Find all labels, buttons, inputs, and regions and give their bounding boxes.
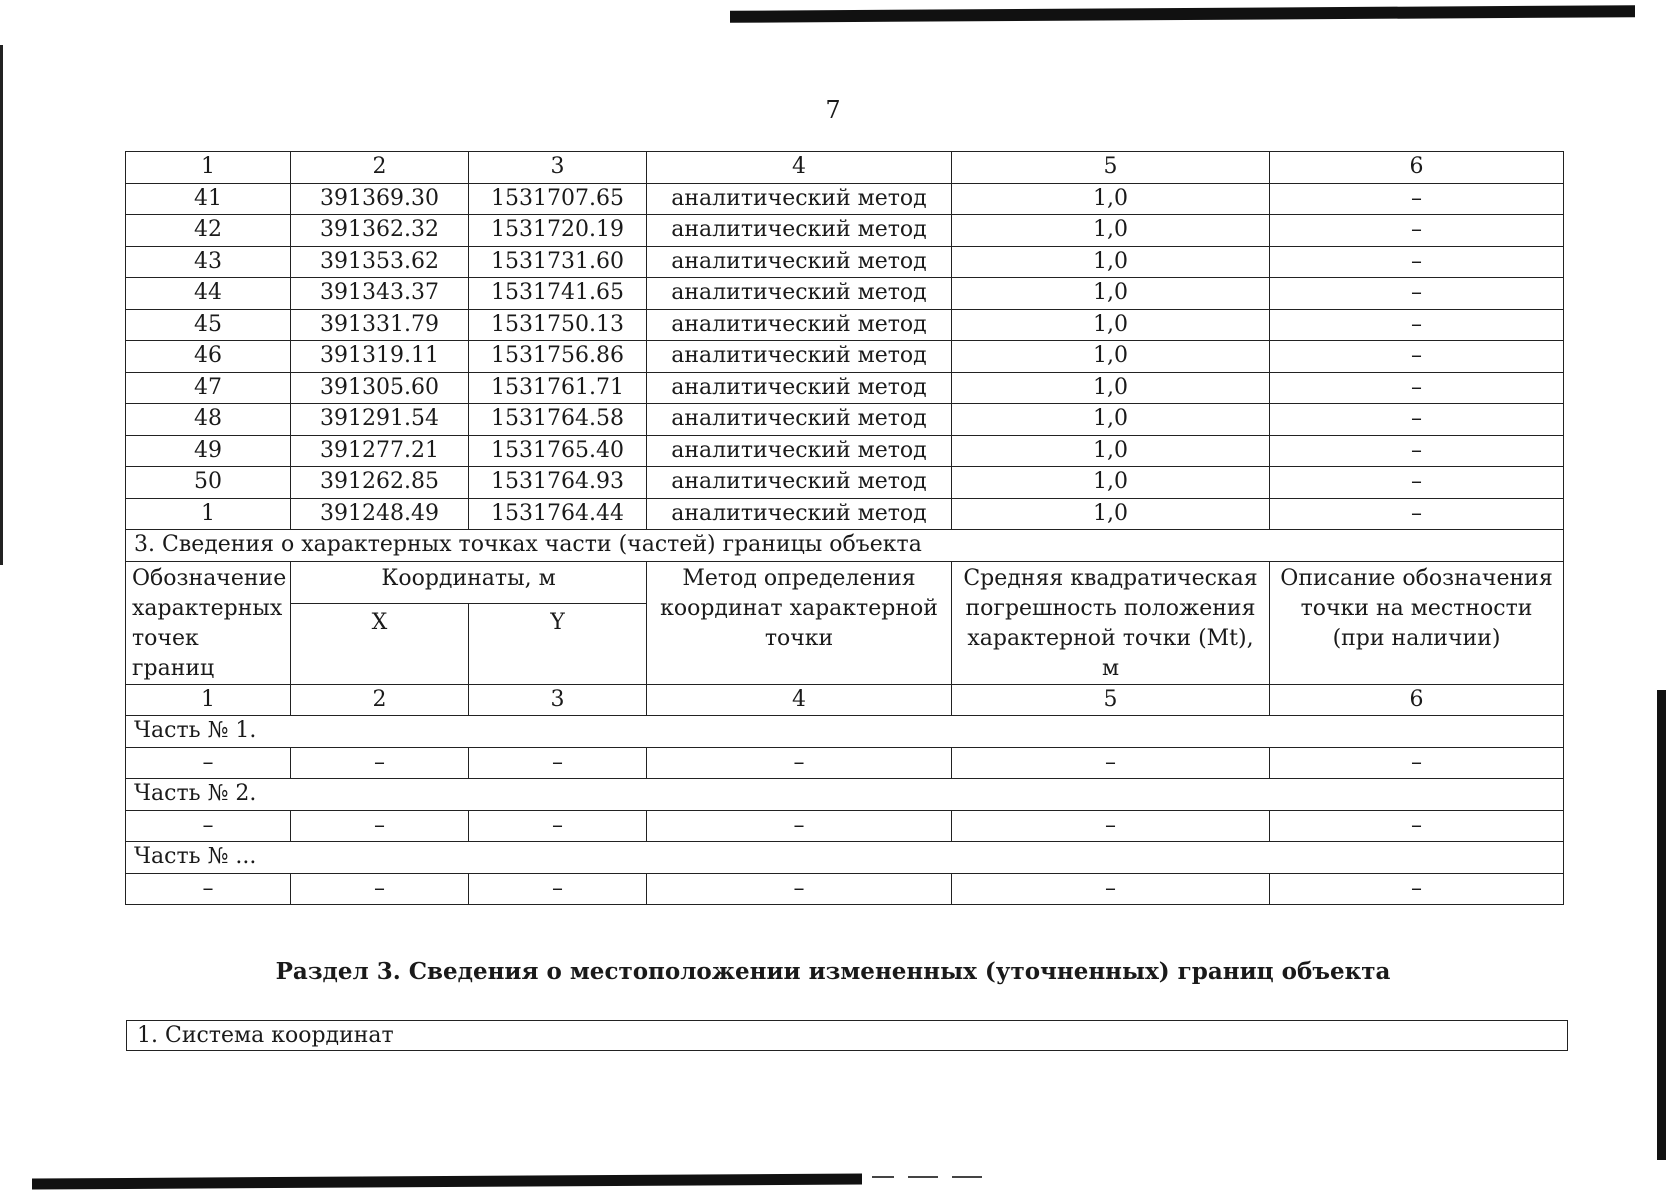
column-number-row <box>126 684 1564 716</box>
method-cell: аналитический метод <box>647 435 952 467</box>
part-cell: – <box>1270 873 1564 905</box>
point-cell: 44 <box>126 278 291 310</box>
column-number: 6 <box>1270 152 1564 184</box>
accuracy-cell: 1,0 <box>952 309 1270 341</box>
x-cell: 391262.85 <box>291 467 469 499</box>
header-coordinates: Координаты, м <box>291 561 647 604</box>
y-cell: 1531764.93 <box>469 467 647 499</box>
header-point-designation: Обозначение характерных точек границ <box>126 561 291 684</box>
column-number: 4 <box>647 684 952 716</box>
point-cell: 49 <box>126 435 291 467</box>
y-cell: 1531750.13 <box>469 309 647 341</box>
method-cell: аналитический метод <box>647 341 952 373</box>
point-cell: 50 <box>126 467 291 499</box>
method-cell: аналитический метод <box>647 278 952 310</box>
part-cell: – <box>469 747 647 779</box>
accuracy-cell: 1,0 <box>952 215 1270 247</box>
x-cell: 391369.30 <box>291 183 469 215</box>
description-cell: – <box>1270 246 1564 278</box>
y-cell: 1531765.40 <box>469 435 647 467</box>
description-cell: – <box>1270 309 1564 341</box>
accuracy-cell: 1,0 <box>952 467 1270 499</box>
part-data-row <box>126 747 1564 779</box>
part-cell: – <box>952 747 1270 779</box>
description-cell: – <box>1270 341 1564 373</box>
method-cell: аналитический метод <box>647 498 952 530</box>
column-number-row <box>126 152 1564 184</box>
header-method: Метод определения координат характерной точки <box>647 561 952 684</box>
description-cell: – <box>1270 278 1564 310</box>
accuracy-cell: 1,0 <box>952 435 1270 467</box>
part-cell: – <box>952 810 1270 842</box>
part-cell: – <box>126 873 291 905</box>
part-label-row <box>126 716 1564 748</box>
table-row <box>126 404 1564 436</box>
description-cell: – <box>1270 215 1564 247</box>
subsection-3 <box>126 530 1564 716</box>
page-number: 7 <box>825 96 841 124</box>
table-body <box>126 152 1564 530</box>
x-cell: 391305.60 <box>291 372 469 404</box>
point-cell: 48 <box>126 404 291 436</box>
x-cell: 391277.21 <box>291 435 469 467</box>
x-cell: 391319.11 <box>291 341 469 373</box>
column-number: 5 <box>952 152 1270 184</box>
method-cell: аналитический метод <box>647 246 952 278</box>
header-y: Y <box>469 604 647 684</box>
part-label: Часть № ... <box>126 842 1564 874</box>
part-label: Часть № 2. <box>126 779 1564 811</box>
scan-dash <box>908 1176 938 1178</box>
part-cell: – <box>291 747 469 779</box>
accuracy-cell: 1,0 <box>952 278 1270 310</box>
point-cell: 1 <box>126 498 291 530</box>
subsection-title-row <box>126 530 1564 562</box>
part-label: Часть № 1. <box>126 716 1564 748</box>
y-cell: 1531720.19 <box>469 215 647 247</box>
point-cell: 47 <box>126 372 291 404</box>
column-number: 5 <box>952 684 1270 716</box>
part-label-row <box>126 779 1564 811</box>
part-cell: – <box>1270 747 1564 779</box>
column-number: 6 <box>1270 684 1564 716</box>
description-cell: – <box>1270 498 1564 530</box>
scan-border-top <box>730 5 1635 23</box>
column-number: 3 <box>469 684 647 716</box>
method-cell: аналитический метод <box>647 467 952 499</box>
table-row <box>126 498 1564 530</box>
boundary-points-table <box>125 151 1564 905</box>
accuracy-cell: 1,0 <box>952 246 1270 278</box>
column-number: 1 <box>126 684 291 716</box>
y-cell: 1531741.65 <box>469 278 647 310</box>
x-cell: 391362.32 <box>291 215 469 247</box>
accuracy-cell: 1,0 <box>952 498 1270 530</box>
column-number: 3 <box>469 152 647 184</box>
part-cell: – <box>469 810 647 842</box>
column-number: 1 <box>126 152 291 184</box>
x-cell: 391353.62 <box>291 246 469 278</box>
description-cell: – <box>1270 183 1564 215</box>
scan-border-bottom <box>32 1173 862 1189</box>
part-cell: – <box>647 747 952 779</box>
column-number: 2 <box>291 684 469 716</box>
table-row <box>126 183 1564 215</box>
table-row <box>126 215 1564 247</box>
method-cell: аналитический метод <box>647 183 952 215</box>
part-data-row <box>126 873 1564 905</box>
part-cell: – <box>126 747 291 779</box>
y-cell: 1531731.60 <box>469 246 647 278</box>
method-cell: аналитический метод <box>647 309 952 341</box>
header-x: X <box>291 604 469 684</box>
table-row <box>126 372 1564 404</box>
point-cell: 43 <box>126 246 291 278</box>
y-cell: 1531756.86 <box>469 341 647 373</box>
part-cell: – <box>647 810 952 842</box>
point-cell: 45 <box>126 309 291 341</box>
part-cell: – <box>469 873 647 905</box>
accuracy-cell: 1,0 <box>952 372 1270 404</box>
x-cell: 391331.79 <box>291 309 469 341</box>
table-row <box>126 467 1564 499</box>
scan-border-right <box>1657 690 1666 1160</box>
section-title: Раздел 3. Сведения о местоположении измененных (уточненных) границ объекта <box>275 958 1391 985</box>
subsection-title: 3. Сведения о характерных точках части (частей) границы объекта <box>126 530 1564 562</box>
table-row <box>126 435 1564 467</box>
y-cell: 1531764.58 <box>469 404 647 436</box>
description-cell: – <box>1270 435 1564 467</box>
description-cell: – <box>1270 467 1564 499</box>
part-cell: – <box>291 873 469 905</box>
accuracy-cell: 1,0 <box>952 183 1270 215</box>
scan-dash <box>952 1176 982 1178</box>
part-cell: – <box>126 810 291 842</box>
part-cell: – <box>291 810 469 842</box>
point-cell: 42 <box>126 215 291 247</box>
y-cell: 1531761.71 <box>469 372 647 404</box>
scan-dash <box>872 1176 894 1178</box>
part-label-row <box>126 842 1564 874</box>
header-row <box>126 561 1564 604</box>
accuracy-cell: 1,0 <box>952 404 1270 436</box>
x-cell: 391343.37 <box>291 278 469 310</box>
header-description: Описание обозначения точки на местности (при наличии) <box>1270 561 1564 684</box>
point-cell: 46 <box>126 341 291 373</box>
x-cell: 391248.49 <box>291 498 469 530</box>
table-row <box>126 278 1564 310</box>
coordinate-system-label: 1. Система координат <box>126 1020 1568 1051</box>
description-cell: – <box>1270 372 1564 404</box>
table-row <box>126 246 1564 278</box>
method-cell: аналитический метод <box>647 404 952 436</box>
part-cell: – <box>647 873 952 905</box>
table-row <box>126 341 1564 373</box>
part-data-row <box>126 810 1564 842</box>
header-accuracy: Средняя квадратическая погрешность положения характерной точки (Mt), м <box>952 561 1270 684</box>
y-cell: 1531707.65 <box>469 183 647 215</box>
parts-body <box>126 716 1564 905</box>
column-number: 4 <box>647 152 952 184</box>
point-cell: 41 <box>126 183 291 215</box>
method-cell: аналитический метод <box>647 372 952 404</box>
x-cell: 391291.54 <box>291 404 469 436</box>
accuracy-cell: 1,0 <box>952 341 1270 373</box>
part-cell: – <box>1270 810 1564 842</box>
column-number: 2 <box>291 152 469 184</box>
table-row <box>126 309 1564 341</box>
description-cell: – <box>1270 404 1564 436</box>
method-cell: аналитический метод <box>647 215 952 247</box>
part-cell: – <box>952 873 1270 905</box>
y-cell: 1531764.44 <box>469 498 647 530</box>
